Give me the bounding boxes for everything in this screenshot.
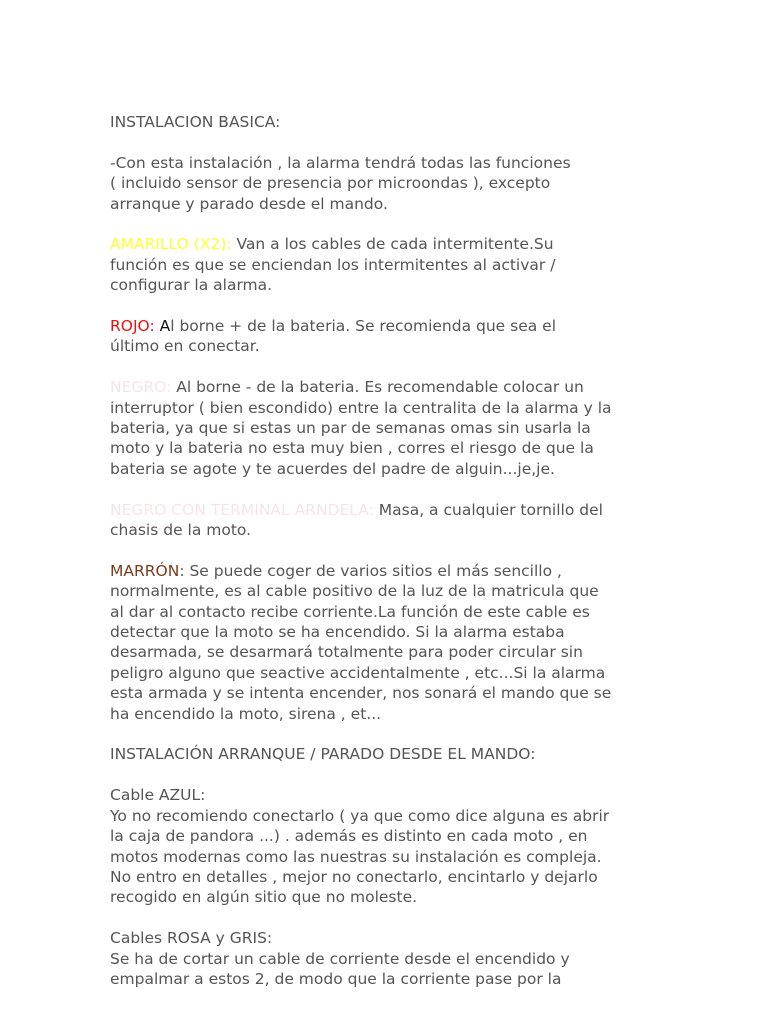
heading-arranque-installation: INSTALACIÓN ARRANQUE / PARADO DESDE EL MANDO:: [110, 745, 536, 764]
intro-paragraph: -Con esta instalación , la alarma tendrá todas las funciones ( incluido sensor de presencia por microondas ), excepto arranque y parado desde el mando.: [110, 153, 571, 213]
negro-label: NEGRO:: [110, 378, 177, 397]
negro-terminal-paragraph: [110, 500, 710, 541]
heading-basic-installation: INSTALACION BASICA:: [110, 113, 281, 131]
negro-text: Al borne - de la bateria. Es recomendable colocar un interruptor ( bien escondido) entre la centralita de la alarma y la bateria, ya que si estas un par de semanas omas sin usarla la moto y la bateria no esta muy bien , corres el riesgo de que la bateria se agote y te acuerdes del padre de alguin...je,je.: [110, 378, 612, 478]
amarillo-paragraph: [110, 234, 710, 295]
rojo-label: ROJO:: [110, 317, 160, 336]
amarillo-label: AMARILLO (X2):: [110, 235, 232, 254]
rojo-first-letter: A: [159, 317, 171, 336]
marron-text: : Se puede coger de varios sitios el más sencillo , normalmente, es al cable positivo de la luz de la matricula que al dar al contacto recibe corriente.La función de este cable es detectar que la moto se ha encendido. Si la alarma estaba desarmada, se desarmará totalmente para poder circular sin peligro alguno que seactive accidentalmente , etc...Si la alarma esta armada y se intenta encender, nos sonará el mando que se ha encendido la moto, sirena , et...: [110, 561, 612, 723]
amarillo-text: Van a los cables de cada intermitente.Su función es que se enciendan los intermitentes al activar / configurar la alarma.: [110, 235, 556, 295]
negro-terminal-text: Masa, a cualquier tornillo del chasis de la moto.: [110, 500, 603, 540]
rojo-text: l borne + de la bateria. Se recomienda que sea el último en conectar.: [110, 317, 557, 356]
marron-label: MARRÓN: [110, 561, 180, 580]
azul-section: [110, 785, 710, 907]
rosa-gris-section: [110, 928, 710, 989]
marron-paragraph: [110, 561, 710, 724]
rosa-gris-text: Se ha de cortar un cable de corriente desde el encendido y empalmar a estos 2, de modo que la corriente pase por la: [110, 949, 570, 988]
azul-title: Cable AZUL:: [110, 786, 206, 805]
rosa-gris-title: Cables ROSA y GRIS:: [110, 929, 273, 948]
negro-paragraph: [110, 377, 710, 479]
rojo-paragraph: [110, 316, 710, 357]
azul-text: Yo no recomiendo conectarlo ( ya que como dice alguna es abrir la caja de pandora ...) . además es distinto en cada moto , en motos modernas como las nuestras su instalación es compleja. No entro en detalles , mejor no conectarlo, encintarlo y dejarlo recogido en algún sitio que no moleste.: [110, 806, 610, 907]
negro-terminal-label: NEGRO CON TERMINAL ARNDELA:: [110, 500, 374, 519]
document-page: [110, 112, 710, 1010]
